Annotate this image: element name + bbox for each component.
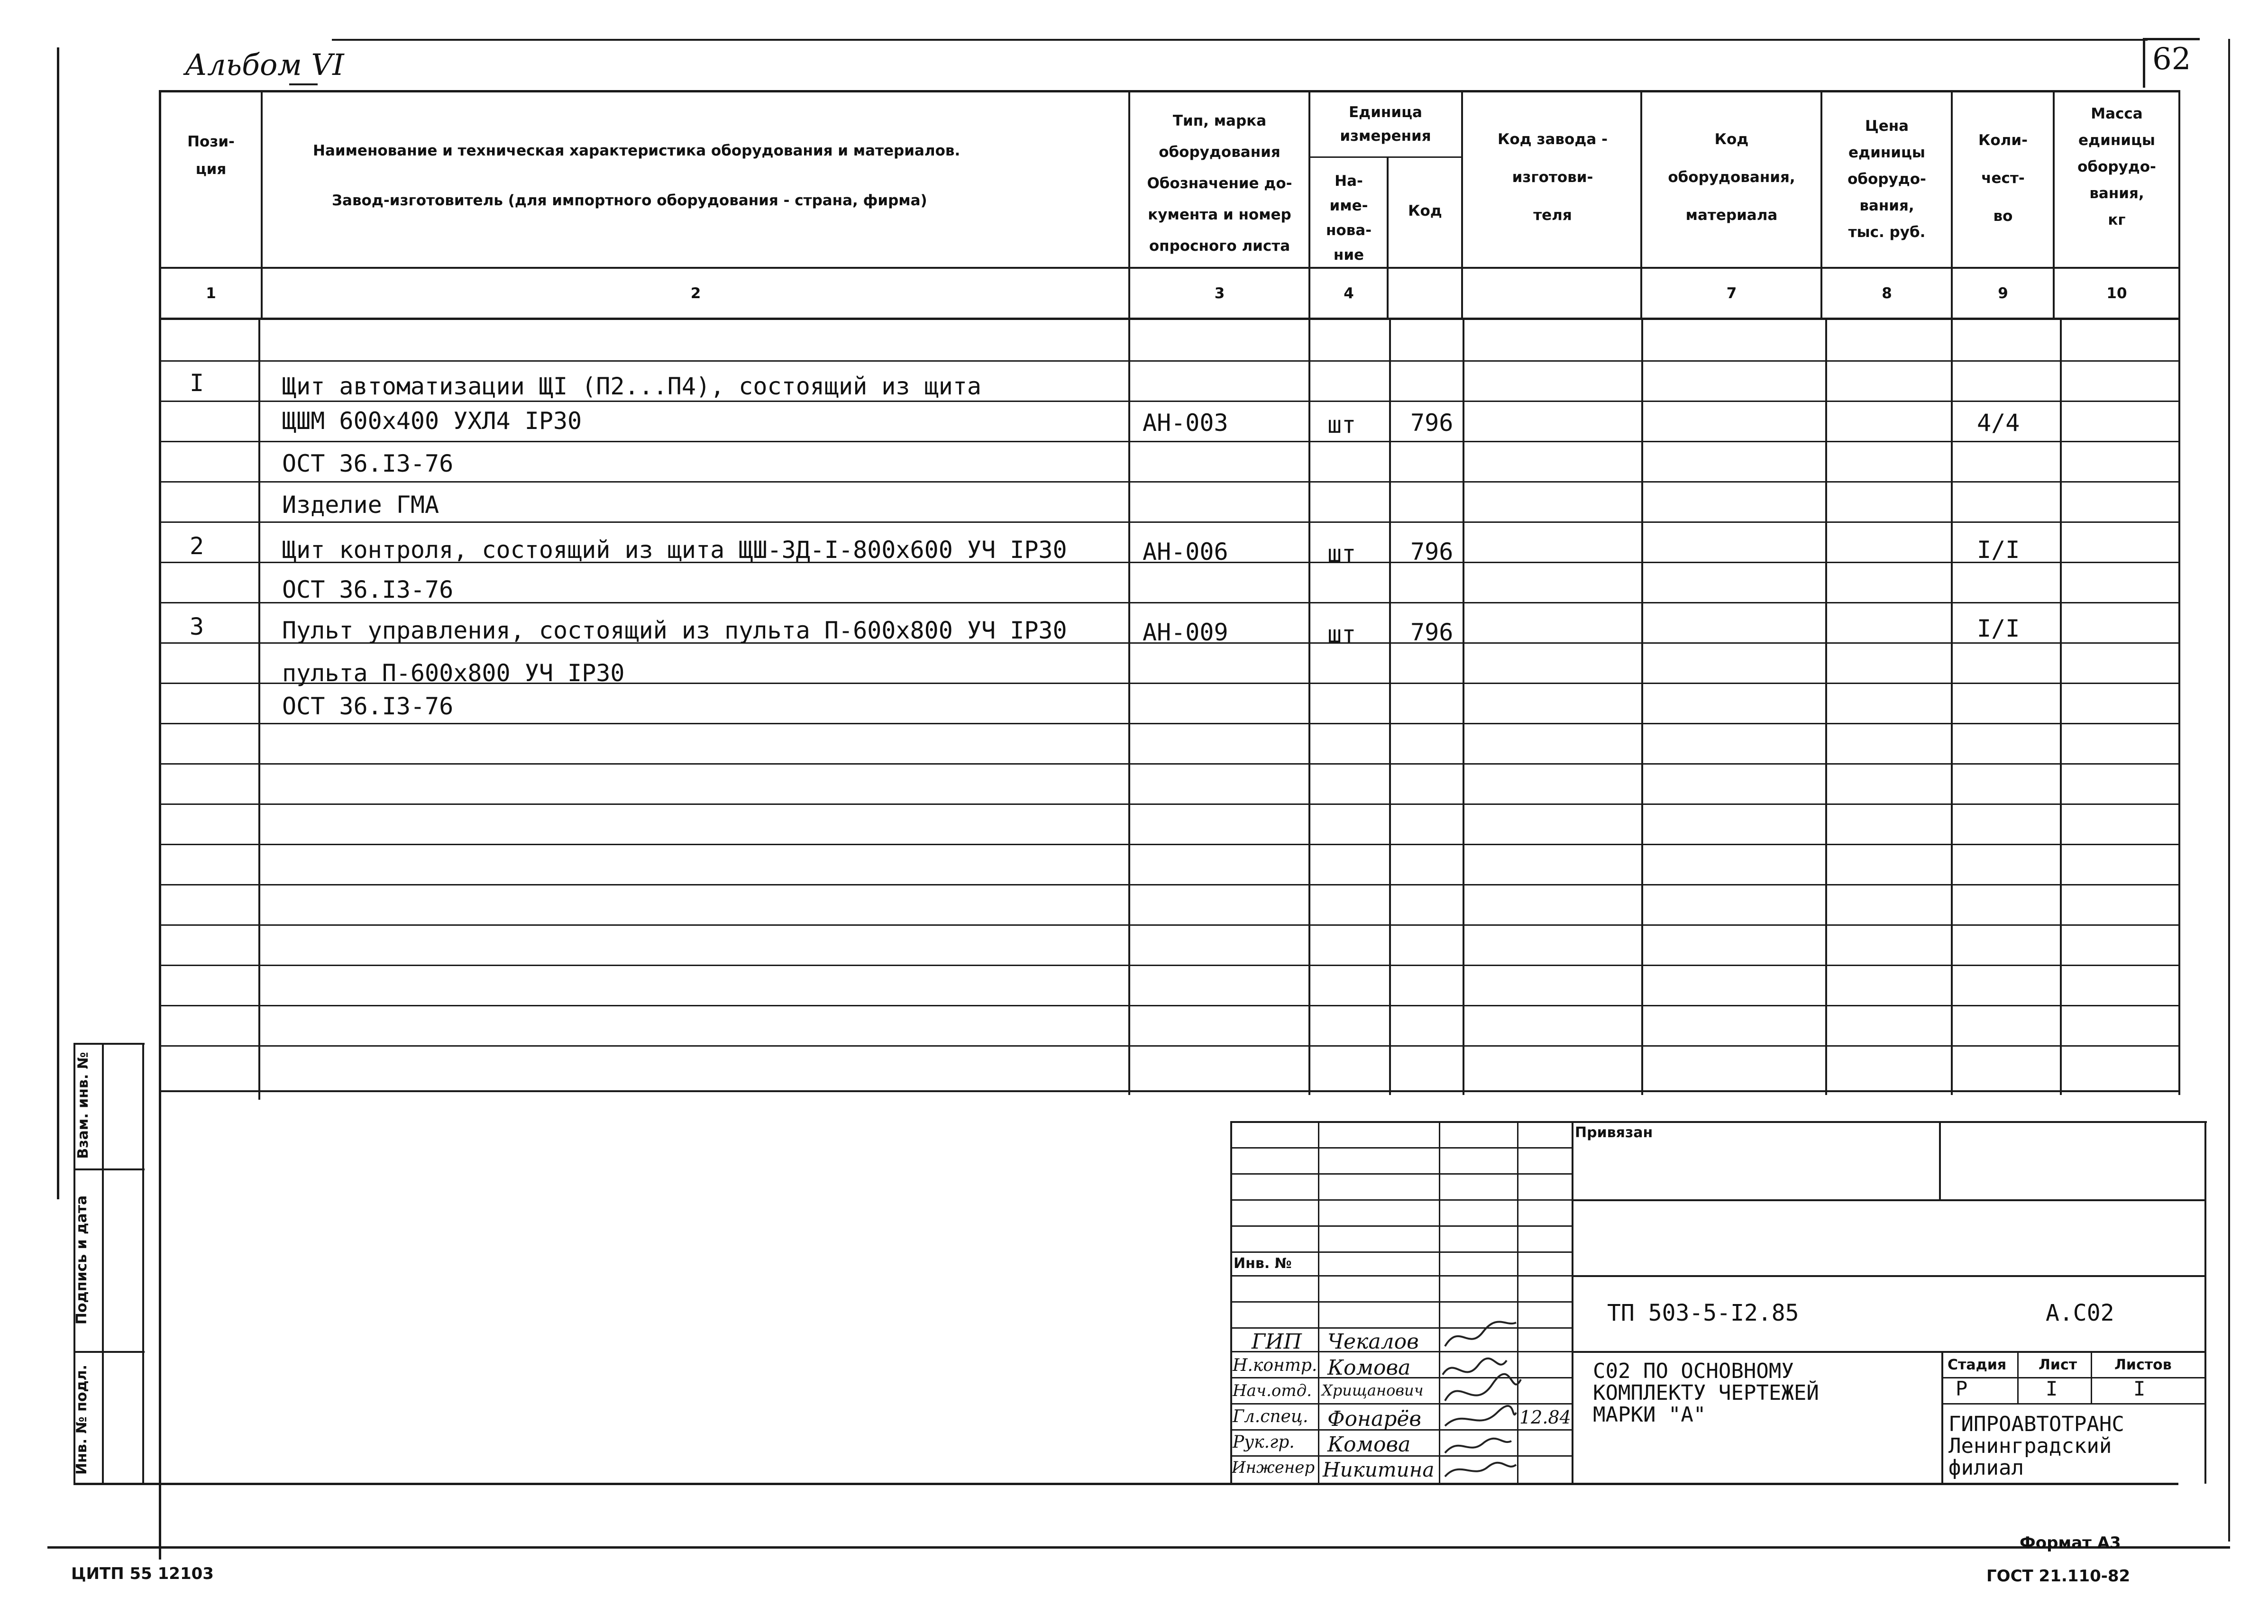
row-code: 796	[1410, 409, 1454, 437]
album-underline	[289, 83, 318, 85]
doc-title: С02 ПО ОСНОВНОМУ КОМПЛЕКТУ ЧЕРТЕЖЕЙ МАРКИ "А"	[1593, 1359, 1819, 1427]
row-name: Щит автоматизации ЩI (П2...П4), состоящий из щита	[282, 373, 982, 400]
header-col4b: Код	[1408, 202, 1442, 219]
signer-role: Н.контр.	[1233, 1356, 1317, 1375]
row-name: ОСТ 36.I3-76	[282, 450, 454, 477]
row-name: ЩШМ 600х400 УХЛ4 IР30	[282, 407, 582, 435]
header-col2-line1: Наименование и техническая характеристика оборудования и материалов.	[313, 142, 960, 159]
row-type: АН-006	[1143, 538, 1228, 566]
signer-name: Хрищанович	[1322, 1381, 1424, 1399]
signer-name: Фонарёв	[1327, 1407, 1422, 1431]
row-qty: 4/4	[1977, 409, 2020, 437]
sheet-code: А.С02	[2046, 1300, 2114, 1326]
row-type: АН-009	[1143, 619, 1228, 646]
header-col4-group: Единица измерения	[1340, 104, 1431, 145]
title-privyazan: Привязан	[1575, 1124, 1653, 1141]
row-qty: I/I	[1977, 615, 2020, 642]
stage-value: Р	[1956, 1377, 1968, 1400]
signer-role: ГИП	[1252, 1330, 1302, 1354]
title-inv-no: Инв. №	[1234, 1255, 1292, 1272]
signer-name: Комова	[1327, 1432, 1411, 1457]
sheet-label: Лист	[2039, 1357, 2077, 1373]
row-unit: шт	[1327, 411, 1356, 438]
signer-role: Нач.отд.	[1233, 1381, 1312, 1400]
page-number: 62	[2152, 42, 2191, 77]
sheet-value: I	[2046, 1377, 2058, 1400]
doc-code: ТП 503-5-I2.85	[1607, 1300, 1799, 1326]
sign-date: 12.84	[1519, 1407, 1571, 1428]
colnum-3: 3	[1214, 285, 1225, 302]
footer-left: ЦИТП 55 12103	[71, 1564, 214, 1583]
signer-role: Гл.спец.	[1233, 1407, 1308, 1426]
sheets-label: Листов	[2114, 1357, 2172, 1373]
row-qty: I/I	[1977, 536, 2020, 564]
signer-name: Чекалов	[1327, 1330, 1419, 1354]
sheets-value: I	[2133, 1377, 2146, 1400]
row-unit: шт	[1327, 620, 1356, 648]
row-name: Щит контроля, состоящий из щита ЩШ-ЗД-I-800х600 УЧ IР30	[282, 536, 1067, 564]
row-name: Изделие ГМА	[282, 491, 439, 519]
colnum-9: 9	[1998, 285, 2008, 302]
signer-role: Инженер	[1232, 1458, 1315, 1477]
signer-role: Рук.гр.	[1233, 1432, 1295, 1452]
header-col2-line2: Завод-изготовитель (для импортного оборудования - страна, фирма)	[332, 192, 927, 209]
colnum-10: 10	[2106, 285, 2127, 302]
header-col3: Тип, марка оборудования Обозначение до- кумента и номер опросного листа	[1147, 112, 1292, 255]
row-code: 796	[1410, 619, 1454, 646]
colnum-8: 8	[1882, 285, 1892, 302]
header-col10: Масса единицы оборудо- вания, кг	[2077, 105, 2156, 228]
stage-label: Стадия	[1948, 1357, 2007, 1373]
footer-gost: ГОСТ 21.110-82	[1986, 1567, 2131, 1586]
org-name: ГИПРОАВТОТРАНС Ленинградский филиал	[1948, 1412, 2124, 1480]
row-name: ОСТ 36.I3-76	[282, 693, 454, 720]
header-col8: Цена единицы оборудо- вания, тыс. руб.	[1847, 118, 1926, 241]
album-label: Альбом VI	[185, 47, 344, 82]
row-unit: шт	[1327, 540, 1356, 567]
stamp-inv-podl: Инв. № подл.	[73, 1364, 90, 1475]
signatures	[1440, 1304, 1535, 1484]
footer-format: Формат А3	[2020, 1533, 2121, 1552]
signer-name: Никитина	[1323, 1458, 1435, 1481]
row-pos: 2	[190, 532, 204, 560]
row-name: ОСТ 36.I3-76	[282, 576, 454, 603]
row-name: пульта П-600х800 УЧ IР30	[282, 659, 625, 687]
colnum-1: 1	[206, 285, 216, 302]
stamp-podpis: Подпись и дата	[73, 1195, 90, 1325]
row-name: Пульт управления, состоящий из пульта П-600х800 УЧ IР30	[282, 617, 1067, 644]
header-col6: Код завода - изготови- теля	[1498, 131, 1608, 224]
header-col9: Коли- чест- во	[1978, 132, 2028, 225]
header-col7: Код оборудования, материала	[1668, 131, 1795, 224]
row-pos: I	[190, 369, 204, 397]
row-pos: 3	[190, 613, 204, 640]
stamp-vzam: Взам. инв. №	[75, 1052, 91, 1159]
row-type: АН-003	[1143, 409, 1228, 437]
colnum-4: 4	[1344, 285, 1354, 302]
colnum-2: 2	[690, 285, 701, 302]
header-col1: Пози- ция	[187, 133, 235, 178]
row-code: 796	[1410, 538, 1454, 566]
header-col4a: На- име- нова- ние	[1326, 173, 1372, 264]
signer-name: Комова	[1327, 1356, 1411, 1380]
colnum-7: 7	[1726, 285, 1737, 302]
